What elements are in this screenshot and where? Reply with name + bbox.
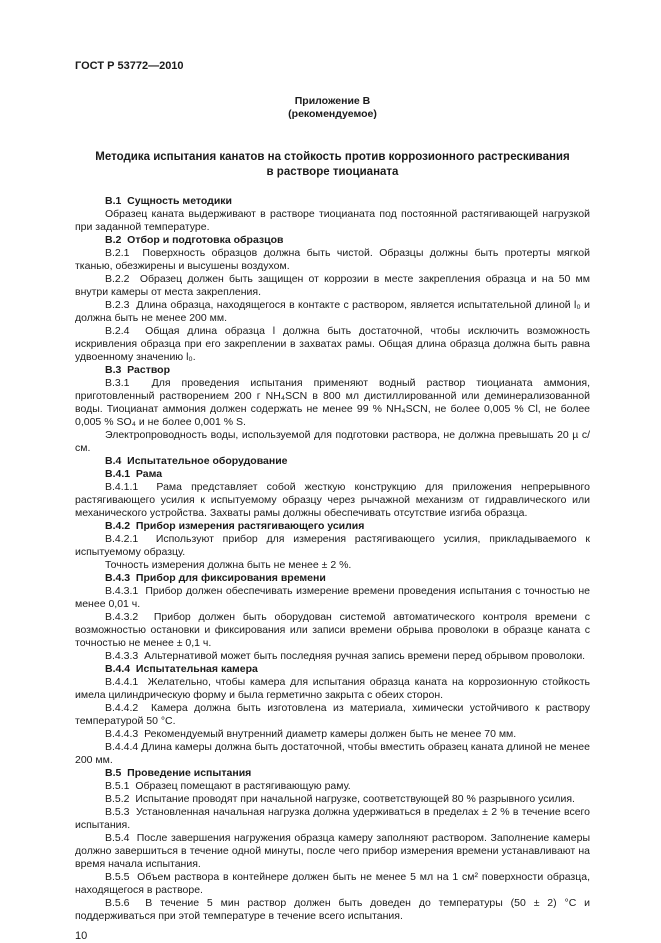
paragraph: В.3.1 Для проведения испытания применяют водный раствор тиоцианата аммония, приготовленный растворением 200 г NH₄SCN в 800 мл дистиллированной или деминерализованной воды. Тиоцианат аммония должен содержать не менее 99 % NH₄SCN, не более 0,005 % Cl, не более 0,005 % SO₄ и не более 0,001 % S. (75, 377, 590, 428)
paragraph: В.4.3.1 Прибор должен обеспечивать измерение времени проведения испытания с точностью не менее 0,01 ч. (75, 585, 590, 610)
section-heading: В.3 Раствор (105, 364, 171, 376)
paragraph: В.5.5 Объем раствора в контейнере должен быть не менее 5 мл на 1 см² поверхности образца, находящегося в растворе. (75, 871, 590, 896)
paragraph: В.5.4 После завершения нагружения образца камеру заполняют раствором. Заполнение камеры должно завершиться в течение одной минуты, после чего прибор измерения времени устанавливают на время начала испытания. (75, 832, 590, 870)
section-heading: В.4.2 Прибор измерения растягивающего усилия (105, 520, 365, 532)
paragraph: В.2.1 Поверхность образцов должна быть чистой. Образцы должны быть протерты мягкой тканью, обезжирены и высушены воздухом. (75, 247, 590, 272)
document-title-line2: в растворе тиоцианата (266, 166, 399, 178)
paragraph: Электропроводность воды, используемой для подготовки раствора, не должна превышать 20 µ с/см. (75, 429, 590, 454)
paragraph: В.4.4.2 Камера должна быть изготовлена из материала, химически устойчивого к раствору температурой 50 °С. (75, 702, 590, 727)
paragraph: В.2.2 Образец должен быть защищен от коррозии в месте закрепления образца и на 50 мм внутри камеры от места закрепления. (75, 273, 590, 298)
page-number: 10 (75, 930, 88, 942)
paragraph: В.5.6 В течение 5 мин раствор должен быть доведен до температуры (50 ± 2) °С и поддерживаться при этой температуре в течение всего испытания. (75, 897, 590, 922)
section-heading: В.1 Сущность методики (105, 195, 233, 207)
section-heading: В.4.3 Прибор для фиксирования времени (105, 572, 326, 584)
paragraph: В.2.3 Длина образца, находящегося в контакте с раствором, является испытательной длиной l₀ и должна быть не менее 200 мм. (75, 299, 590, 324)
section-heading: В.5 Проведение испытания (105, 767, 252, 779)
document-title-line1: Методика испытания канатов на стойкость против коррозионного растрескивания (95, 151, 570, 163)
appendix-kind: (рекомендуемое) (288, 108, 377, 120)
document-standard-number: ГОСТ Р 53772—2010 (75, 60, 184, 72)
paragraph: В.4.1.1 Рама представляет собой жесткую конструкцию для приложения непрерывного растягивающего усилия к испытуемому образцу через рычажной механизм от гидравлического или механического устройства. Захваты рамы должны обеспечивать отсутствие изгиба образца. (75, 481, 590, 519)
paragraph: В.4.2.1 Используют прибор для измерения растягивающего усилия, прикладываемого к испытуемому образцу. (75, 533, 590, 558)
appendix-block (75, 95, 590, 121)
paragraph: В.4.3.3 Альтернативой может быть последняя ручная запись времени перед обрывом проволоки. (105, 650, 586, 662)
document-title (75, 150, 590, 180)
paragraph: В.4.4.1 Желательно, чтобы камера для испытания образца каната на коррозионную стойкость имела цилиндрическую форму и была герметично закрыта с обеих сторон. (75, 676, 590, 701)
paragraph: В.4.3.2 Прибор должен быть оборудован системой автоматического контроля времени с возможностью остановки и фиксирования или записи времени обрыва проволоки в образце каната с точностью не менее ± 0,1 ч. (75, 611, 590, 649)
paragraph: В.5.1 Образец помещают в растягивающую раму. (105, 780, 351, 792)
appendix-label: Приложение В (294, 95, 371, 107)
paragraph: Образец каната выдерживают в растворе тиоцианата под постоянной растягивающей нагрузкой при заданной температуре. (75, 208, 590, 233)
section-heading: В.2 Отбор и подготовка образцов (105, 234, 284, 246)
paragraph: В.4.4.4 Длина камеры должна быть достаточной, чтобы вместить образец каната длиной не менее 200 мм. (75, 741, 590, 766)
paragraph: В.5.2 Испытание проводят при начальной нагрузке, соответствующей 80 % разрывного усилия. (105, 793, 575, 805)
paragraph: В.2.4 Общая длина образца l должна быть достаточной, чтобы исключить возможность искривления образца при его закреплении в захватах рамы. Общая длина образца должна быть равна удвоенному значению l₀. (75, 325, 590, 363)
paragraph: В.5.3 Установленная начальная нагрузка должна удерживаться в пределах ± 2 % в течение всего испытания. (75, 806, 590, 831)
section-heading: В.4.1 Рама (105, 468, 163, 480)
paragraph: Точность измерения должна быть не менее ± 2 %. (105, 559, 352, 571)
paragraph: В.4.4.3 Рекомендуемый внутренний диаметр камеры должен быть не менее 70 мм. (105, 728, 517, 740)
section-heading: В.4 Испытательное оборудование (105, 455, 288, 467)
document-body (75, 195, 590, 923)
section-heading: В.4.4 Испытательная камера (105, 663, 258, 675)
